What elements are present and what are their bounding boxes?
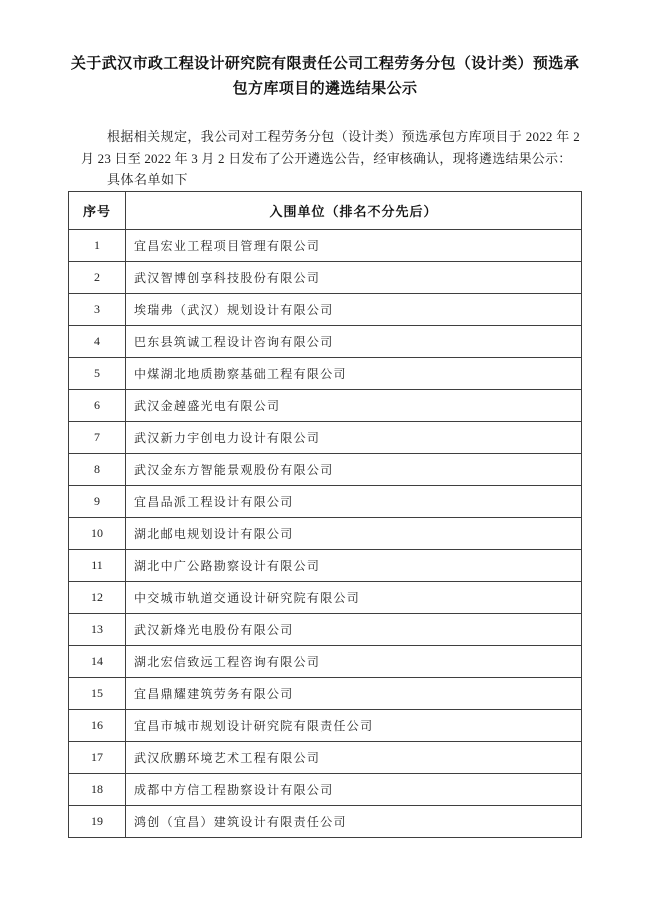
cell-company: 宜昌市城市规划设计研究院有限责任公司: [126, 710, 582, 742]
table-row: [69, 294, 582, 326]
cell-seq: 17: [69, 742, 126, 774]
table-row: [69, 742, 582, 774]
table-row: [69, 358, 582, 390]
cell-seq: 18: [69, 774, 126, 806]
header-cell-seq: 序号: [69, 192, 126, 230]
cell-seq: 16: [69, 710, 126, 742]
cell-company: 湖北宏信致远工程咨询有限公司: [126, 646, 582, 678]
cell-company: 宜昌宏业工程项目管理有限公司: [126, 230, 582, 262]
cell-company: 湖北邮电规划设计有限公司: [126, 518, 582, 550]
cell-seq: 11: [69, 550, 126, 582]
cell-seq: 15: [69, 678, 126, 710]
table-row: [69, 422, 582, 454]
cell-seq: 1: [69, 230, 126, 262]
list-intro-line: 具体名单如下: [107, 172, 189, 187]
cell-company: 成都中方信工程勘察设计有限公司: [126, 774, 582, 806]
table-row: [69, 230, 582, 262]
table-row: [69, 774, 582, 806]
cell-company: 中煤湖北地质勘察基础工程有限公司: [126, 358, 582, 390]
cell-company: 武汉金趠盛光电有限公司: [126, 390, 582, 422]
table-row: [69, 678, 582, 710]
cell-company: 武汉新力宇创电力设计有限公司: [126, 422, 582, 454]
cell-seq: 7: [69, 422, 126, 454]
document-title: 关于武汉市政工程设计研究院有限责任公司工程劳务分包（设计类）预选承包方库项目的遴选结果公示: [70, 56, 580, 97]
cell-seq: 8: [69, 454, 126, 486]
cell-company: 武汉新烽光电股份有限公司: [126, 614, 582, 646]
table-row: [69, 518, 582, 550]
table-row: [69, 646, 582, 678]
table-header-row: [69, 192, 582, 230]
table-row: [69, 390, 582, 422]
table-row: [69, 710, 582, 742]
table-row: [69, 614, 582, 646]
cell-seq: 9: [69, 486, 126, 518]
cell-seq: 12: [69, 582, 126, 614]
cell-company: 武汉欣鹏环境艺术工程有限公司: [126, 742, 582, 774]
table-row: [69, 582, 582, 614]
table-row: [69, 806, 582, 838]
table-row: [69, 262, 582, 294]
cell-company: 埃瑞弗（武汉）规划设计有限公司: [126, 294, 582, 326]
cell-company: 鸿创（宜昌）建筑设计有限责任公司: [126, 806, 582, 838]
cell-company: 宜昌品派工程设计有限公司: [126, 486, 582, 518]
cell-seq: 3: [69, 294, 126, 326]
cell-seq: 13: [69, 614, 126, 646]
table-row: [69, 550, 582, 582]
cell-company: 巴东县筑诚工程设计咨询有限公司: [126, 326, 582, 358]
cell-seq: 6: [69, 390, 126, 422]
cell-seq: 19: [69, 806, 126, 838]
table-row: [69, 454, 582, 486]
cell-company: 宜昌鼎耀建筑劳务有限公司: [126, 678, 582, 710]
cell-company: 武汉智博创享科技股份有限公司: [126, 262, 582, 294]
cell-seq: 4: [69, 326, 126, 358]
table-row: [69, 326, 582, 358]
cell-seq: 10: [69, 518, 126, 550]
header-cell-name: 入围单位（排名不分先后）: [126, 192, 582, 230]
cell-seq: 2: [69, 262, 126, 294]
cell-seq: 5: [69, 358, 126, 390]
cell-company: 中交城市轨道交通设计研究院有限公司: [126, 582, 582, 614]
cell-seq: 14: [69, 646, 126, 678]
cell-company: 湖北中广公路勘察设计有限公司: [126, 550, 582, 582]
table-row: [69, 486, 582, 518]
intro-paragraph: 根据相关规定，我公司对工程劳务分包（设计类）预选承包方库项目于 2022 年 2 月 23 日至 2022 年 3 月 2 日发布了公开遴选公告，经审核确认，现将遴选结果公示：: [81, 129, 580, 166]
cell-company: 武汉金东方智能景观股份有限公司: [126, 454, 582, 486]
results-table: [68, 191, 582, 838]
